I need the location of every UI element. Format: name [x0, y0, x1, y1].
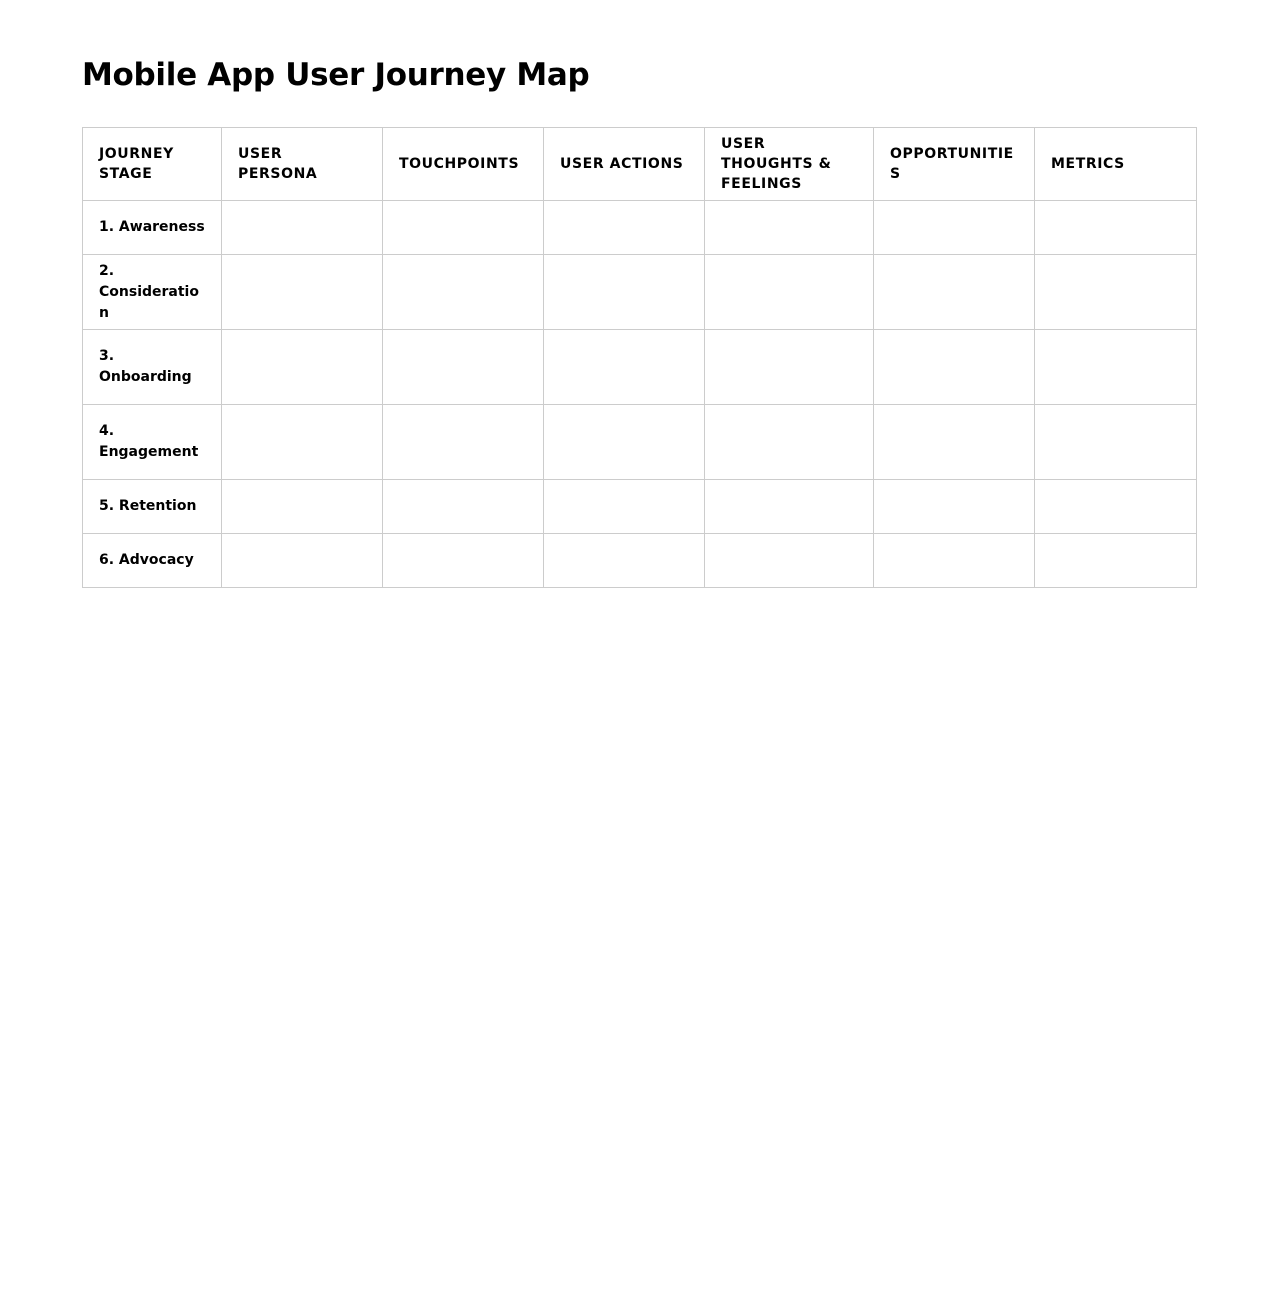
actions-cell[interactable]	[544, 330, 705, 405]
header-journey-stage: JOURNEY STAGE	[83, 128, 222, 201]
opportunities-cell[interactable]	[874, 201, 1035, 255]
stage-cell: 5. Retention	[83, 480, 222, 534]
metrics-cell[interactable]	[1035, 255, 1197, 330]
metrics-cell[interactable]	[1035, 330, 1197, 405]
table-row	[83, 255, 1197, 330]
persona-cell[interactable]	[222, 405, 383, 480]
table-row	[83, 330, 1197, 405]
opportunities-cell[interactable]	[874, 255, 1035, 330]
actions-cell[interactable]	[544, 405, 705, 480]
touchpoints-cell[interactable]	[383, 405, 544, 480]
persona-cell[interactable]	[222, 480, 383, 534]
stage-cell: 3. Onboarding	[83, 330, 222, 405]
touchpoints-cell[interactable]	[383, 255, 544, 330]
journey-map-table	[82, 127, 1197, 588]
touchpoints-cell[interactable]	[383, 330, 544, 405]
thoughts-cell[interactable]	[705, 201, 874, 255]
table-row	[83, 534, 1197, 588]
touchpoints-cell[interactable]	[383, 534, 544, 588]
thoughts-cell[interactable]	[705, 480, 874, 534]
thoughts-cell[interactable]	[705, 255, 874, 330]
opportunities-cell[interactable]	[874, 330, 1035, 405]
persona-cell[interactable]	[222, 255, 383, 330]
opportunities-cell[interactable]	[874, 405, 1035, 480]
persona-cell[interactable]	[222, 330, 383, 405]
actions-cell[interactable]	[544, 534, 705, 588]
persona-cell[interactable]	[222, 534, 383, 588]
stage-cell: 6. Advocacy	[83, 534, 222, 588]
stage-cell: 4. Engagement	[83, 405, 222, 480]
page-title: Mobile App User Journey Map	[82, 57, 590, 93]
table-header-row	[83, 128, 1197, 201]
table-row	[83, 480, 1197, 534]
thoughts-cell[interactable]	[705, 330, 874, 405]
stage-cell: 1. Awareness	[83, 201, 222, 255]
table-row	[83, 405, 1197, 480]
metrics-cell[interactable]	[1035, 405, 1197, 480]
actions-cell[interactable]	[544, 255, 705, 330]
touchpoints-cell[interactable]	[383, 480, 544, 534]
metrics-cell[interactable]	[1035, 534, 1197, 588]
metrics-cell[interactable]	[1035, 480, 1197, 534]
stage-cell: 2. Consideration	[83, 255, 222, 330]
header-metrics: METRICS	[1035, 128, 1197, 201]
thoughts-cell[interactable]	[705, 534, 874, 588]
metrics-cell[interactable]	[1035, 201, 1197, 255]
opportunities-cell[interactable]	[874, 534, 1035, 588]
thoughts-cell[interactable]	[705, 405, 874, 480]
opportunities-cell[interactable]	[874, 480, 1035, 534]
header-user-persona: USER PERSONA	[222, 128, 383, 201]
persona-cell[interactable]	[222, 201, 383, 255]
actions-cell[interactable]	[544, 201, 705, 255]
header-user-thoughts-feelings: USER THOUGHTS & FEELINGS	[705, 128, 874, 201]
header-touchpoints: TOUCHPOINTS	[383, 128, 544, 201]
header-opportunities: OPPORTUNITIES	[874, 128, 1035, 201]
table-row	[83, 201, 1197, 255]
actions-cell[interactable]	[544, 480, 705, 534]
touchpoints-cell[interactable]	[383, 201, 544, 255]
header-user-actions: USER ACTIONS	[544, 128, 705, 201]
